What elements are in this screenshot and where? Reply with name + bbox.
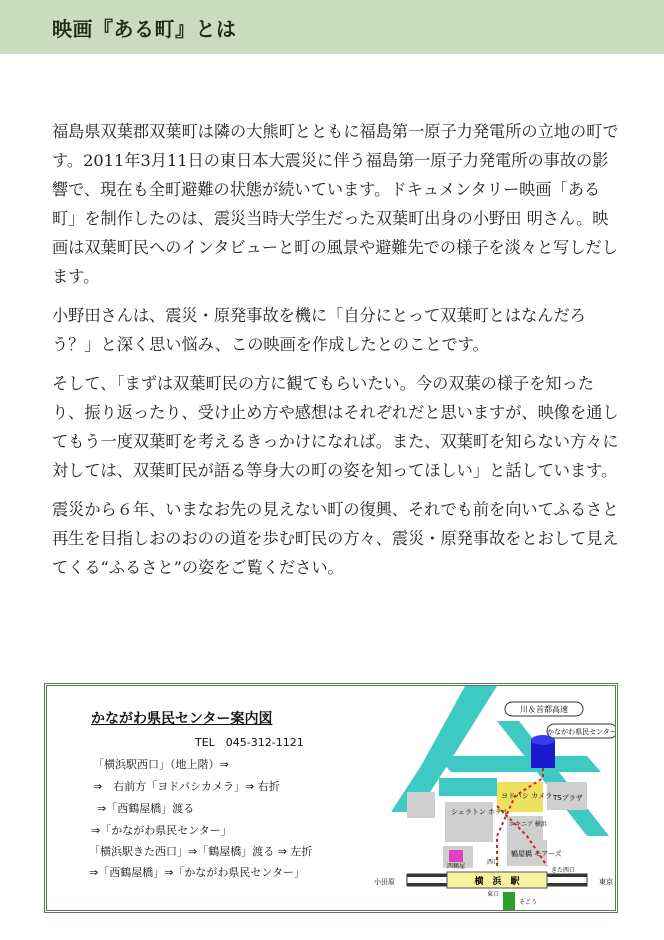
direction-line: ⇒「西鶴屋橋」渡る	[97, 802, 195, 815]
page-title: 映画『ある町』とは	[52, 17, 237, 41]
page-header	[0, 0, 664, 54]
paragraph: 福島県双葉郡双葉町は隣の大熊町とともに福島第一原子力発電所の立地の町です。2011年3月11日の東日本大震災に伴う福島第一原子力発電所の事故の影響で、現在も全町避難の状態が続いています。ドキュメンタリー映画「ある町」を制作したのは、震災当時大学生だった双葉町出身の小野田 明さん。映画は双葉町民へのインタビューと町の風景や避難先での様子を淡々と写しだします。	[52, 122, 619, 286]
block	[507, 816, 543, 840]
river-shape	[437, 756, 601, 772]
station-label: 横 浜 駅	[474, 877, 520, 887]
article-body	[52, 117, 622, 592]
tokyo-label: 東京	[599, 878, 613, 886]
paragraph: そして、「まずは双葉町民の方に観てもらいたい。今の双葉の様子を知ったり、振り返ったり、受け止め方や感想はそれぞれだと思いますが、映像を通してもう一度双葉町を考えるきっかけになれば。また、双葉町を知らない方々に対しては、双葉町民が語る等身大の町の姿を知ってほしい」と話しています。	[52, 374, 619, 480]
enoki-label: エキニア 横浜	[509, 821, 547, 828]
highway-label: 川＆首都高速	[520, 705, 568, 714]
kitanishi-label: きた西口	[551, 867, 576, 874]
center-label: かながわ県民センター	[547, 728, 617, 736]
paragraph: 震災から６年、いまなお先の見えない町の復興、それでも前を向いてふるさと再生を目指しおのおのの道を歩む町民の方々、震災・原発事故をとおして見えてくる“ふるさと”の姿をご覧ください。	[52, 500, 619, 577]
city-block	[407, 792, 435, 818]
direction-line: ⇒「かながわ県民センター」	[91, 824, 232, 837]
yodobashi-label: ヨドバシ カメラ	[501, 792, 553, 800]
nishitsuruya-label: 西鶴屋	[447, 863, 466, 870]
access-map	[347, 686, 618, 913]
higashiguchi-label: 東口	[487, 891, 500, 898]
odawara-label: 小田原	[374, 878, 395, 886]
sogo-icon	[503, 892, 515, 910]
access-map-box	[44, 683, 618, 913]
direction-line: 「横浜駅西口」（地上階）⇒	[93, 758, 229, 771]
direction-line: 「横浜駅きた西口」⇒「鶴屋橋」渡る ⇒ 左折	[89, 845, 313, 858]
tsplaza-label: TSプラザ	[553, 794, 583, 802]
nishiguchi-label: 西口	[487, 859, 500, 866]
river-shape	[439, 778, 497, 796]
direction-line: ⇒ 右前方「ヨドバシカメラ」⇒ 右折	[93, 780, 280, 793]
paragraph: 小野田さんは、震災・原発事故を機に「自分にとって双葉町とはなんだろう？」と深く思い悩み、この映画を作成したとのことです。	[52, 306, 586, 354]
nishitsuruya-icon	[449, 850, 463, 862]
sheraton-label: シェラトン ホテル	[451, 808, 509, 816]
map-title: かながわ県民センター案内図	[91, 711, 273, 727]
map-tel: TEL 045-312-1121	[195, 736, 304, 749]
direction-line: ⇒「西鶴屋橋」⇒「かながわ県民センター」	[89, 866, 305, 879]
river-shape	[421, 686, 497, 766]
tsuruya-label: 鶴屋橋 モアーズ	[511, 850, 562, 858]
sogo-label: そごう	[519, 899, 538, 906]
